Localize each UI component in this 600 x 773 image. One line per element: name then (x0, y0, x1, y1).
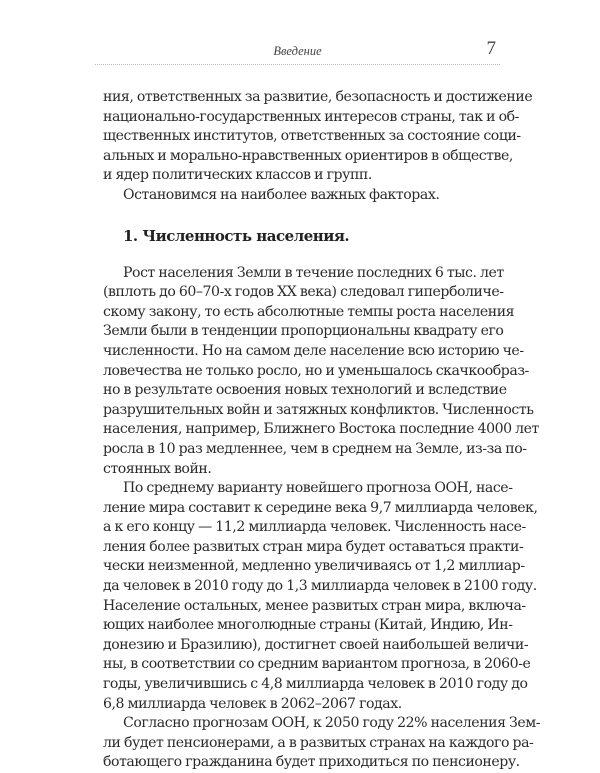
intro-paragraph (103, 88, 533, 186)
text-line: Согласно прогнозам ООН, к 2050 году 22% населения Зем- (123, 715, 541, 732)
page-body (103, 88, 541, 773)
text-line: Остановимся на наиболее важных факторах. (123, 186, 440, 203)
transition-paragraph (103, 186, 498, 206)
text-line: ли будет пенсионерами, а в развитых странах на каждого ра- (103, 734, 534, 751)
text-line: альных и морально-нравственных ориентиров в обществе, (103, 147, 513, 164)
text-line: национально-государственных интересов страны, так и об- (103, 108, 519, 125)
text-line: ны, в соответствии со средним вариантом прогноза, в 2060-е (103, 656, 531, 673)
text-line: скому закону, то есть абсолютные темпы роста населения (103, 303, 515, 320)
section-heading: 1. Численность населения. (123, 226, 350, 245)
text-line: годы, увеличившись с 4,8 миллиарда человек в 2010 году до (103, 676, 528, 693)
text-line: но в результате освоения новых технологий и вследствие (103, 382, 507, 399)
text-line: донезию и Бразилию), достигнет своей наибольшей величи- (103, 636, 529, 653)
text-line: чески неизменной, медленно увеличиваясь от 1,2 миллиар- (103, 558, 525, 575)
text-line: ление мира составит к середине века 9,7 миллиарда человек, (103, 499, 538, 516)
text-line: росла в 10 раз медленнее, чем в среднем на Земле, из-за по- (103, 440, 527, 457)
text-line: населения, например, Ближнего Востока последние 4000 лет (103, 421, 539, 438)
text-line: ния, ответственных за развитие, безопасность и достижение (103, 89, 533, 105)
text-line: 6,8 миллиарда человек в 2062–2067 годах. (103, 695, 402, 712)
text-line: ловечества не только росло, но и уменьшалось скачкообраз- (103, 362, 529, 379)
text-line: ботающего гражданина будет приходиться по пенсионеру. (103, 754, 520, 771)
text-line: ления более развитых стран мира будет оставаться практи- (103, 538, 524, 555)
text-line: Рост населения Земли в течение последних 6 тыс. лет (123, 264, 504, 281)
header-divider (95, 64, 500, 65)
text-line: и ядер политических классов и групп. (103, 167, 372, 184)
text-line: численности. Но на самом деле население всю историю че- (103, 342, 524, 359)
text-line: По среднему варианту новейшего прогноза ООН, насе- (123, 480, 513, 497)
text-line: а к его концу — 11,2 миллиарда человек. Численность насе- (103, 519, 526, 536)
running-title: Введение (273, 44, 322, 58)
paragraph-pensioners (103, 714, 541, 773)
text-line: стоянных войн. (103, 460, 212, 477)
text-line: Земли были в тенденции пропорциональны квадрату его (103, 323, 504, 340)
text-line: (вплоть до 60–70-х годов XX века) следовал гиперболиче- (103, 284, 504, 301)
paragraph-population-growth (103, 264, 539, 480)
text-line: да человек в 2010 году до 1,3 миллиарда человек в 2100 году. (103, 578, 537, 595)
text-line: ющих наиболее многолюдные страны (Китай, Индию, Ин- (103, 617, 513, 634)
text-line: разрушительных войн и затяжных конфликтов. Численность (103, 401, 534, 418)
page-number: 7 (486, 38, 496, 59)
running-head (95, 36, 500, 64)
text-line: щественных институтов, ответственных за состояние соци- (103, 128, 521, 145)
text-line: Население остальных, менее развитых стран мира, включа- (103, 597, 526, 614)
paragraph-un-forecast (103, 479, 538, 714)
